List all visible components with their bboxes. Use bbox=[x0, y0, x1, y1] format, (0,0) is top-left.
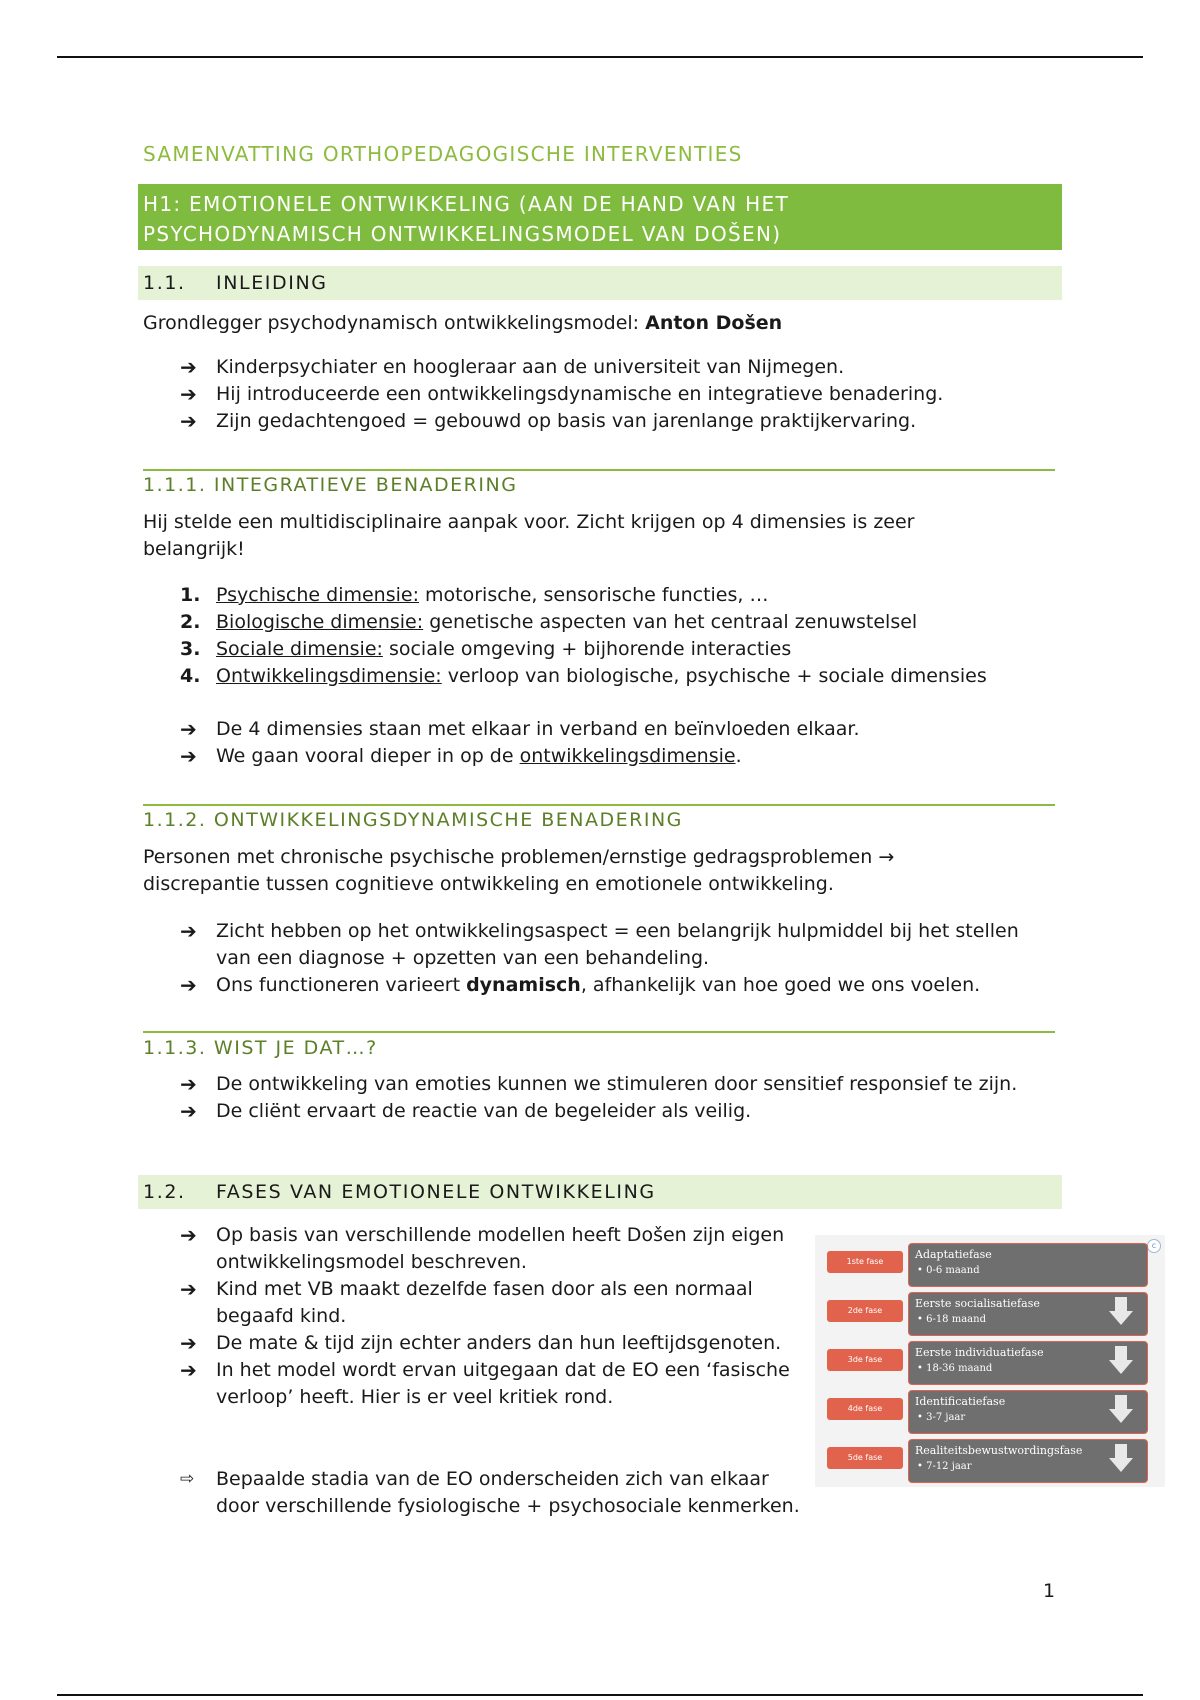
list-item bbox=[180, 582, 987, 609]
list-item bbox=[180, 381, 943, 408]
phase-box bbox=[908, 1341, 1148, 1385]
phases-bullets bbox=[180, 1222, 800, 1411]
integrative-bullets bbox=[180, 716, 860, 770]
item-number: 2. bbox=[180, 611, 201, 633]
section-heading-1-2 bbox=[138, 1175, 1062, 1209]
list-item bbox=[180, 716, 860, 743]
phase-diagram bbox=[815, 1235, 1165, 1487]
list-item-text: We gaan vooral dieper in op de bbox=[216, 745, 520, 767]
arrow-right-icon: ➔ bbox=[180, 919, 197, 943]
phase-age: • 6-18 maand bbox=[917, 1314, 986, 1325]
integrative-intro: Hij stelde een multidisciplinaire aanpak voor. Zicht krijgen op 4 dimensies is zeer belangrijk! bbox=[143, 511, 915, 560]
founder-name: Anton Došen bbox=[645, 312, 783, 334]
subsection-rule bbox=[143, 804, 1055, 806]
list-item bbox=[180, 1330, 800, 1357]
list-item bbox=[180, 1466, 800, 1520]
phase-row bbox=[815, 1243, 1165, 1289]
list-item bbox=[180, 636, 987, 663]
underlined-term: ontwikkelingsdimensie bbox=[519, 745, 736, 767]
arrow-right-icon: ➔ bbox=[180, 355, 197, 379]
phase-row bbox=[815, 1341, 1165, 1387]
dimension-term: Sociale dimensie: bbox=[216, 638, 383, 660]
list-item bbox=[180, 408, 943, 435]
list-item-text: De mate & tijd zijn echter anders dan hun leeftijdsgenoten. bbox=[216, 1332, 782, 1354]
dimension-term: Biologische dimensie: bbox=[216, 611, 424, 633]
dimension-text: sociale omgeving + bijhorende interacties bbox=[382, 638, 792, 660]
phase-age: • 3-7 jaar bbox=[917, 1412, 966, 1423]
arrow-right-icon: ➔ bbox=[180, 744, 197, 768]
list-item bbox=[180, 1098, 1030, 1125]
phase-name: Identificatiefase bbox=[915, 1395, 1006, 1408]
document-title: SAMENVATTING ORTHOPEDAGOGISCHE INTERVENTIES bbox=[143, 142, 743, 166]
dynamic-intro bbox=[143, 844, 1023, 898]
list-item bbox=[180, 1276, 800, 1330]
phase-age: • 7-12 jaar bbox=[917, 1461, 972, 1472]
arrow-right-icon: ➔ bbox=[180, 1358, 197, 1382]
item-number: 3. bbox=[180, 638, 201, 660]
list-item bbox=[180, 663, 987, 690]
section-heading-1-1 bbox=[138, 266, 1062, 300]
dimension-text: verloop van biologische, psychische + sociale dimensies bbox=[441, 665, 987, 687]
dimension-term: Ontwikkelingsdimensie: bbox=[216, 665, 442, 687]
dynamic-bullets bbox=[180, 918, 1030, 999]
bold-term: dynamisch bbox=[466, 974, 581, 996]
arrow-down-icon bbox=[1109, 1360, 1133, 1374]
dimension-list bbox=[180, 582, 987, 690]
list-item-text: De 4 dimensies staan met elkaar in verband en beïnvloeden elkaar. bbox=[216, 718, 860, 740]
dimension-text: genetische aspecten van het centraal zenuwstelsel bbox=[423, 611, 918, 633]
list-item bbox=[180, 743, 860, 770]
list-item bbox=[180, 354, 943, 381]
header-rule bbox=[57, 56, 1143, 58]
intro-line-2: discrepantie tussen cognitieve ontwikkeling en emotionele ontwikkeling. bbox=[143, 873, 834, 895]
phase-tag: 1ste fase bbox=[827, 1251, 903, 1273]
phase-tag: 4de fase bbox=[827, 1398, 903, 1420]
subsection-heading-1-1-1: 1.1.1. INTEGRATIEVE BENADERING bbox=[143, 474, 518, 496]
subsection-heading-1-1-3: 1.1.3. WIST JE DAT…? bbox=[143, 1037, 378, 1059]
list-item-text: Kind met VB maakt dezelfde fasen door als een normaal begaafd kind. bbox=[216, 1278, 753, 1327]
arrow-right-icon: ➔ bbox=[180, 973, 197, 997]
list-item bbox=[180, 1357, 800, 1411]
list-item bbox=[180, 918, 1030, 972]
chapter-heading-line-2: PSYCHODYNAMISCH ONTWIKKELINGSMODEL VAN DOŠEN) bbox=[143, 222, 782, 246]
phase-box bbox=[908, 1243, 1148, 1287]
phase-box bbox=[908, 1390, 1148, 1434]
intro-line-1: Personen met chronische psychische problemen/ernstige gedragsproblemen → bbox=[143, 846, 895, 868]
arrow-down-icon bbox=[1109, 1409, 1133, 1423]
list-item bbox=[180, 1222, 800, 1276]
subsection-rule bbox=[143, 1031, 1055, 1033]
list-item-text: De cliënt ervaart de reactie van de begeleider als veilig. bbox=[216, 1100, 752, 1122]
phases-note bbox=[180, 1466, 800, 1520]
wist-je-dat-bullets bbox=[180, 1071, 1030, 1125]
arrow-right-icon: ➔ bbox=[180, 1277, 197, 1301]
phase-name: Eerste socialisatiefase bbox=[915, 1297, 1040, 1310]
info-icon: c bbox=[1147, 1239, 1161, 1253]
arrow-right-icon: ➔ bbox=[180, 409, 197, 433]
phase-row bbox=[815, 1292, 1165, 1338]
list-item-text: Kinderpsychiater en hoogleraar aan de universiteit van Nijmegen. bbox=[216, 356, 845, 378]
arrow-right-icon: ➔ bbox=[180, 1331, 197, 1355]
list-item-text: Op basis van verschillende modellen heeft Došen zijn eigen ontwikkelingsmodel beschreven. bbox=[216, 1224, 785, 1273]
arrow-right-icon: ➔ bbox=[180, 717, 197, 741]
list-item-text: In het model wordt ervan uitgegaan dat de EO een ‘fasische verloop’ heeft. Hier is er veel kritiek rond. bbox=[216, 1359, 790, 1408]
arrow-right-icon: ➔ bbox=[180, 1072, 197, 1096]
subsection-heading-1-1-2: 1.1.2. ONTWIKKELINGSDYNAMISCHE BENADERING bbox=[143, 809, 683, 831]
intro-paragraph bbox=[143, 310, 1023, 337]
outline-arrow-right-icon: ⇨ bbox=[180, 1469, 195, 1489]
phase-tag: 2de fase bbox=[827, 1300, 903, 1322]
phase-name: Realiteitsbewustwordingsfase bbox=[915, 1444, 1083, 1457]
phase-box bbox=[908, 1292, 1148, 1336]
list-item-text: Zijn gedachtengoed = gebouwd op basis van jarenlange praktijkervaring. bbox=[216, 410, 917, 432]
arrow-right-icon: ➔ bbox=[180, 1223, 197, 1247]
inleiding-bullets bbox=[180, 354, 943, 435]
phase-box bbox=[908, 1439, 1148, 1483]
phase-name: Eerste individuatiefase bbox=[915, 1346, 1044, 1359]
phase-row bbox=[815, 1439, 1165, 1485]
phase-row bbox=[815, 1390, 1165, 1436]
phase-age: • 0-6 maand bbox=[917, 1265, 980, 1276]
section-number: 1.2. bbox=[143, 1181, 186, 1203]
list-item-text: Hij introduceerde een ontwikkelingsdynamische en integratieve benadering. bbox=[216, 383, 944, 405]
phase-name: Adaptatiefase bbox=[915, 1248, 992, 1261]
phase-age: • 18-36 maand bbox=[917, 1363, 993, 1374]
page-number: 1 bbox=[1043, 1580, 1056, 1602]
footer-rule bbox=[57, 1694, 1143, 1696]
list-item bbox=[180, 609, 987, 636]
section-number: 1.1. bbox=[143, 272, 186, 294]
chapter-heading-line-1: H1: EMOTIONELE ONTWIKKELING (AAN DE HAND VAN HET bbox=[143, 192, 789, 216]
intro-text: Grondlegger psychodynamisch ontwikkelingsmodel: bbox=[143, 312, 646, 334]
dimension-term: Psychische dimensie: bbox=[216, 584, 419, 606]
phase-tag: 3de fase bbox=[827, 1349, 903, 1371]
list-item bbox=[180, 1071, 1030, 1098]
arrow-down-icon bbox=[1109, 1311, 1133, 1325]
list-item-text: Bepaalde stadia van de EO onderscheiden zich van elkaar door verschillende fysiologische + psychosociale kenmerken. bbox=[216, 1468, 800, 1517]
subsection-rule bbox=[143, 469, 1055, 471]
chapter-heading bbox=[138, 184, 1062, 250]
list-item bbox=[180, 972, 1030, 999]
section-title: INLEIDING bbox=[216, 272, 328, 294]
list-item-text: De ontwikkeling van emoties kunnen we stimuleren door sensitief responsief te zijn. bbox=[216, 1073, 1018, 1095]
punctuation: . bbox=[735, 745, 742, 767]
list-item-text: Zicht hebben op het ontwikkelingsaspect = een belangrijk hulpmiddel bij het stellen van een diagnose + opzetten van een behandeling. bbox=[216, 920, 1019, 969]
list-item-text: , afhankelijk van hoe goed we ons voelen. bbox=[580, 974, 981, 996]
phase-tag: 5de fase bbox=[827, 1447, 903, 1469]
list-item-text: Ons functioneren varieert bbox=[216, 974, 467, 996]
dimension-text: motorische, sensorische functies, … bbox=[419, 584, 769, 606]
item-number: 1. bbox=[180, 584, 201, 606]
arrow-down-icon bbox=[1109, 1458, 1133, 1472]
arrow-right-icon: ➔ bbox=[180, 382, 197, 406]
item-number: 4. bbox=[180, 665, 201, 687]
arrow-right-icon: ➔ bbox=[180, 1099, 197, 1123]
section-title: FASES VAN EMOTIONELE ONTWIKKELING bbox=[216, 1181, 656, 1203]
